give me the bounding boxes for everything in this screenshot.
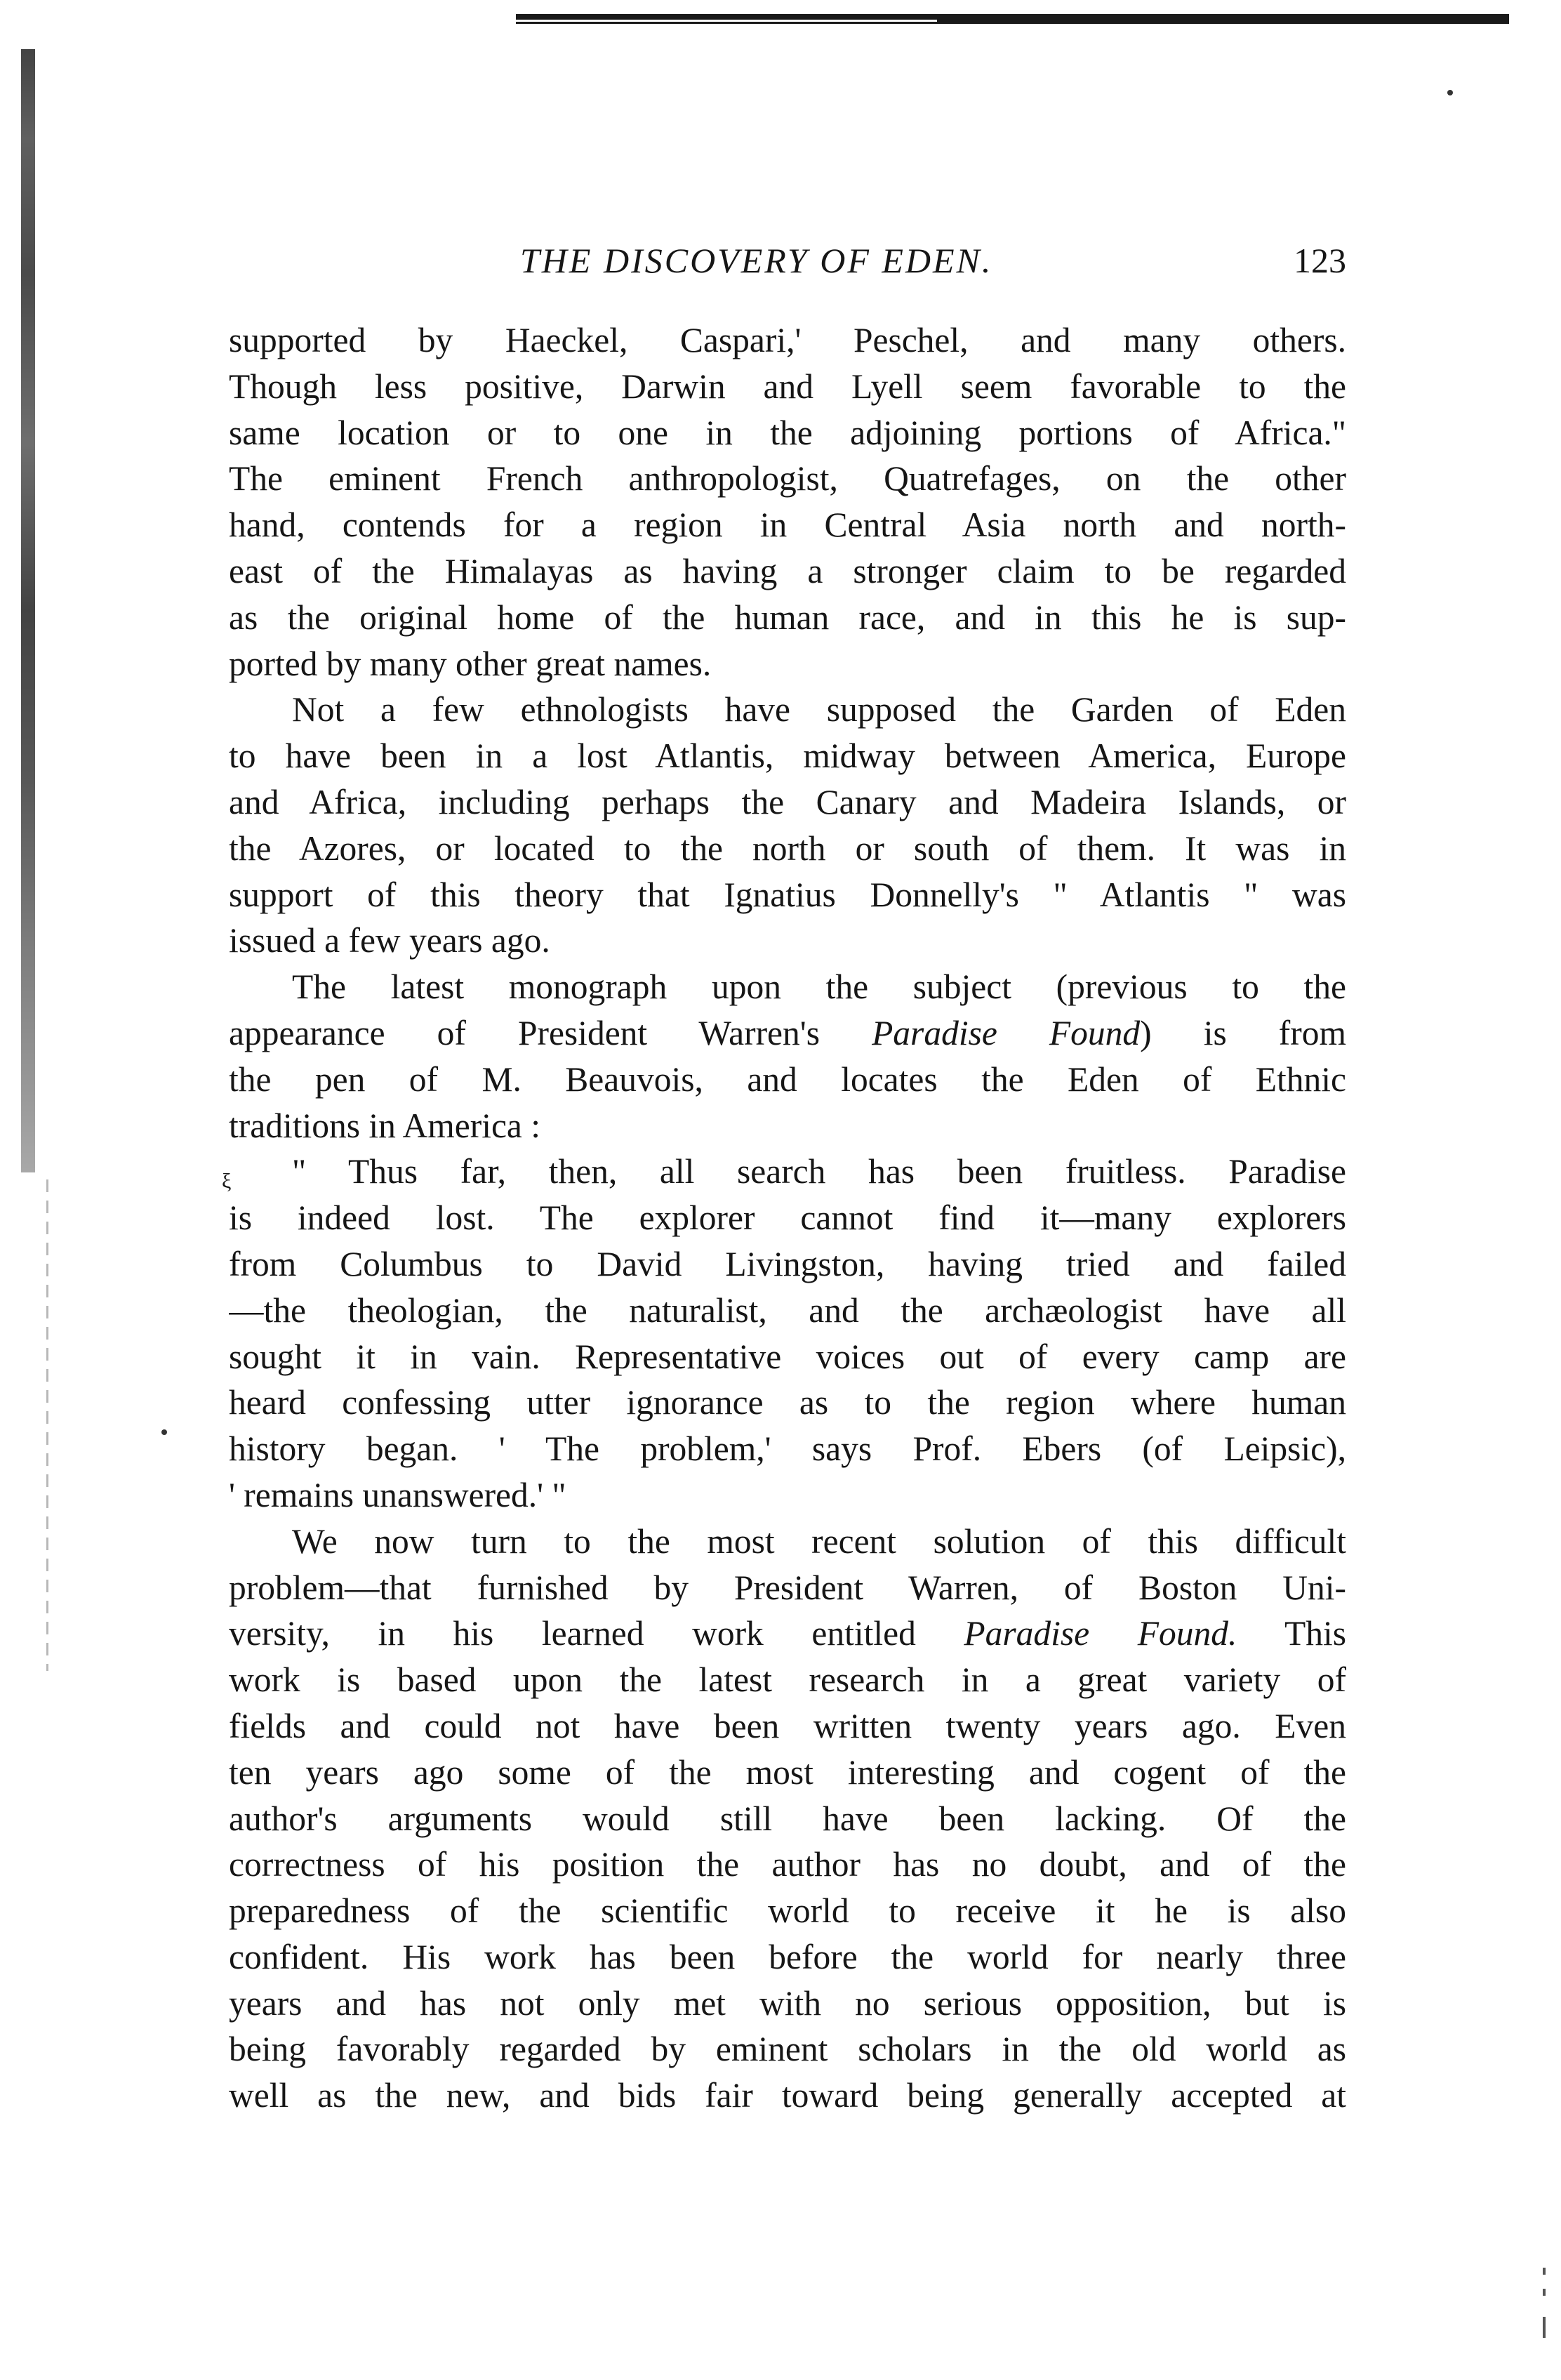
text-line: ten years ago some of the most interesting and cogent of the <box>229 1752 1346 1792</box>
text-line-content: We now turn to the most recent solution of this difficult <box>292 1521 1346 1561</box>
text-line: sought it in vain. Representative voices out of every camp are <box>229 1337 1346 1376</box>
text-line-content: Not a few ethnologists have supposed the Garden of Eden <box>292 690 1346 729</box>
text-line <box>229 687 1346 733</box>
text-line: problem—that furnished by President Warren, of Boston Uni- <box>229 1568 1346 1607</box>
text-line-content: appearance of President Warren's <box>229 1013 820 1052</box>
gutter-binding-shadow <box>21 49 35 1172</box>
scan-speck <box>1543 2317 1546 2338</box>
text-line <box>229 1149 1346 1195</box>
scan-speck <box>1543 2268 1546 2275</box>
text-line: east of the Himalayas as having a stronger claim to be regarded <box>229 551 1346 590</box>
text-line-content: " Thus far, then, all search has been fruitless. Paradise <box>292 1152 1346 1191</box>
text-line <box>229 1010 1346 1057</box>
paragraph <box>222 1149 1346 1518</box>
scan-speck <box>1543 2289 1546 2296</box>
text-line: traditions in America : <box>229 1106 541 1145</box>
text-line-content: ) is from <box>1140 1013 1346 1052</box>
text-line-content: versity, in his learned work entitled <box>229 1614 916 1653</box>
paragraph <box>229 1519 1346 2119</box>
margin-mark: ξ <box>222 1170 232 1194</box>
text-line-content: The latest monograph upon the subject (previous to the <box>292 967 1346 1007</box>
text-line: and Africa, including perhaps the Canary and Madeira Islands, or <box>229 782 1346 821</box>
scan-speck <box>161 1429 167 1435</box>
text-line-content: This <box>1284 1614 1346 1653</box>
paragraph <box>229 317 1346 687</box>
text-line: hand, contends for a region in Central Asia north and north- <box>229 505 1346 545</box>
text-line: support of this theory that Ignatius Donnelly's " Atlantis " was <box>229 875 1346 914</box>
text-line <box>229 964 1346 1010</box>
text-line: from Columbus to David Livingston, having tried and failed <box>229 1244 1346 1283</box>
text-line: The eminent French anthropologist, Quatrefages, on the other <box>229 459 1346 498</box>
text-line: well as the new, and bids fair toward being generally accepted at <box>229 2076 1346 2115</box>
top-rule-gap <box>516 20 937 22</box>
running-title: THE DISCOVERY OF EDEN. <box>520 241 993 280</box>
italic-book-title: Paradise Found <box>872 1013 1141 1052</box>
text-line: the pen of M. Beauvois, and locates the Eden of Ethnic <box>229 1059 1346 1099</box>
text-line: same location or to one in the adjoining portions of Africa." <box>229 413 1346 452</box>
text-line: to have been in a lost Atlantis, midway between America, Europe <box>229 736 1346 776</box>
text-line <box>229 1611 1346 1657</box>
text-line: being favorably regarded by eminent scholars in the old world as <box>229 2030 1346 2069</box>
text-line: supported by Haeckel, Caspari,' Peschel, and many others. <box>229 321 1346 359</box>
text-line: history began. ' The problem,' says Prof. Ebers (of Leipsic), <box>229 1429 1346 1469</box>
page-number: 123 <box>1294 241 1346 280</box>
text-line: correctness of his position the author has no doubt, and of the <box>229 1845 1346 1884</box>
text-line: as the original home of the human race, and in this he is sup- <box>229 597 1346 637</box>
scan-speck <box>1447 90 1453 95</box>
text-line: heard confessing utter ignorance as to the region where human <box>229 1383 1346 1422</box>
text-line: the Azores, or located to the north or south of them. It was in <box>229 828 1346 868</box>
top-rule <box>516 14 1509 24</box>
text-line: work is based upon the latest research in a great variety of <box>229 1660 1346 1700</box>
text-line: issued a few years ago. <box>229 921 550 960</box>
text-line <box>229 1519 1346 1565</box>
gutter-binding-trace <box>46 1179 48 1671</box>
text-line: preparedness of the scientific world to receive it he is also <box>229 1891 1346 1931</box>
paragraph <box>229 964 1346 1149</box>
text-line: confident. His work has been before the world for nearly three <box>229 1937 1346 1976</box>
text-line: Though less positive, Darwin and Lyell seem favorable to the <box>229 366 1346 406</box>
page-header <box>229 240 1346 282</box>
paragraph <box>229 687 1346 964</box>
italic-book-title: Paradise Found. <box>964 1614 1237 1653</box>
body-text <box>222 317 1346 2119</box>
text-line: author's arguments would still have been lacking. Of the <box>229 1799 1346 1838</box>
text-line: years and has not only met with no serious opposition, but is <box>229 1983 1346 2023</box>
text-line: is indeed lost. The explorer cannot find it—many explorers <box>229 1198 1346 1238</box>
text-line: —the theologian, the naturalist, and the archæologist have all <box>229 1290 1346 1330</box>
text-line: ported by many other great names. <box>229 644 712 683</box>
text-line: fields and could not have been written twenty years ago. Even <box>229 1706 1346 1745</box>
text-line: ' remains unanswered.' " <box>229 1475 566 1514</box>
